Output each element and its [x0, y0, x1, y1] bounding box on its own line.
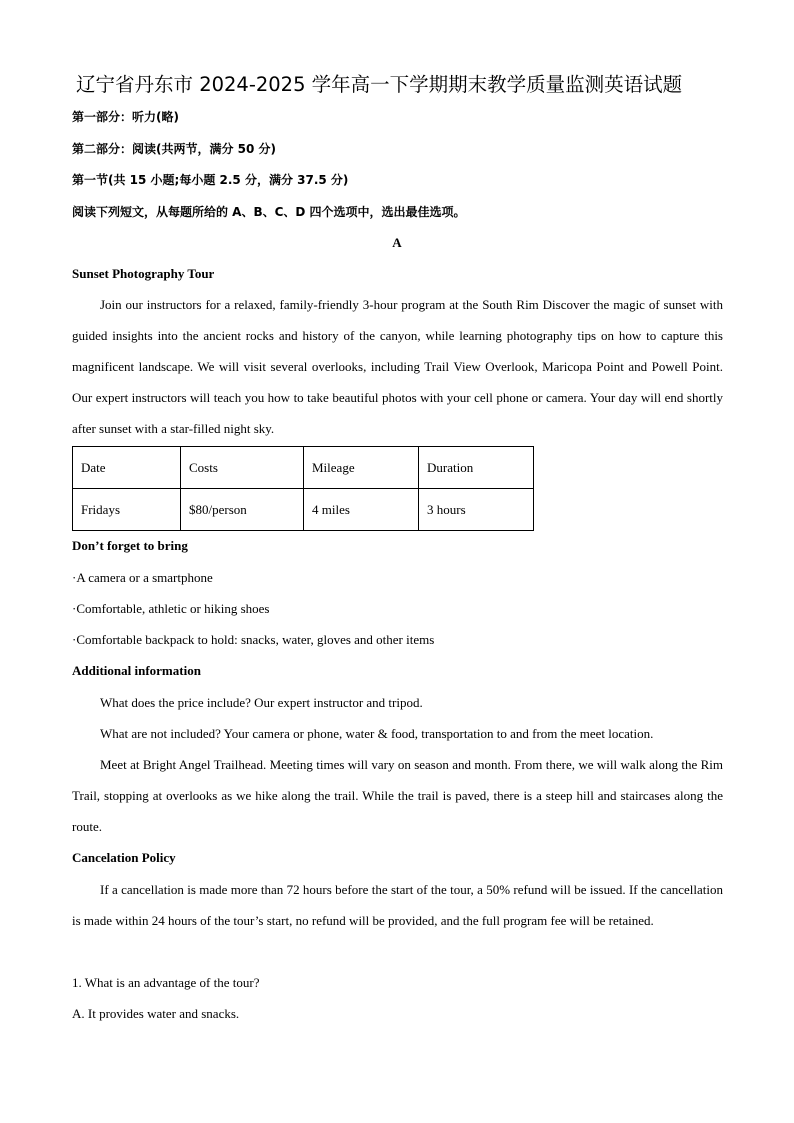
passage-intro: Join our instructors for a relaxed, family-friendly 3-hour program at the South Rim Discover the magic of sunset with guided insights into the ancient rocks and history of the canyon, while learning photography tips on how to capture this magnificent landscape. We will visit several overlooks, including Trail View Overlook, Maricopa Point and Powell Point. Our expert instructors will teach you how to take beautiful photos with your cell phone or camera. Your day will end shortly after sunset with a star-filled night sky. — [72, 297, 723, 436]
bring-item: ·A camera or a smartphone — [72, 570, 213, 585]
table-header-row — [73, 447, 534, 489]
instructions: 阅读下列短文，从每题所给的 A、B、C、D 四个选项中，选出最佳选项。 — [72, 205, 466, 219]
table-cell: 4 miles — [304, 489, 419, 531]
bring-heading: Don’t forget to bring — [72, 538, 188, 553]
table-header-cell: Date — [73, 447, 181, 489]
section1-heading: 第一节(共 15 小题;每小题 2.5 分，满分 37.5 分) — [72, 173, 349, 187]
passage-label: A — [392, 235, 402, 250]
table-cell: Fridays — [73, 489, 181, 531]
question-option: A. It provides water and snacks. — [72, 1006, 240, 1021]
cancel-paragraph: If a cancellation is made more than 72 hours before the start of the tour, a 50% refund will be issued. If the cancellation is made within 24 hours of the tour’s start, no refund will be provided, and the full program fee will be retained. — [72, 882, 723, 928]
bring-item: ·Comfortable, athletic or hiking shoes — [72, 601, 270, 616]
additional-paragraph: What does the price include? Our expert instructor and tripod. — [100, 695, 423, 710]
bring-item: ·Comfortable backpack to hold: snacks, water, gloves and other items — [72, 632, 435, 647]
cancel-heading: Cancelation Policy — [72, 850, 176, 865]
part2-heading: 第二部分：阅读(共两节，满分 50 分) — [72, 142, 277, 156]
additional-heading: Additional information — [72, 663, 201, 678]
exam-title: 辽宁省丹东市 2024-2025 学年高一下学期期末教学质量监测英语试题 — [76, 73, 683, 96]
additional-paragraph: What are not included? Your camera or phone, water & food, transportation to and from the meet location. — [100, 726, 654, 741]
table-cell: 3 hours — [419, 489, 534, 531]
part1-heading: 第一部分：听力(略) — [72, 110, 179, 124]
additional-paragraph: Meet at Bright Angel Trailhead. Meeting times will vary on season and month. From there, we will walk along the Rim Trail, stopping at overlooks as we hike along the trail. While the trail is paved, there is a steep hill and staircases along the route. — [72, 757, 723, 834]
table-header-cell: Costs — [181, 447, 304, 489]
question-stem: 1. What is an advantage of the tour? — [72, 975, 260, 990]
table-row — [73, 489, 534, 531]
table-header-cell: Duration — [419, 447, 534, 489]
table-cell: $80/person — [181, 489, 304, 531]
passage-heading: Sunset Photography Tour — [72, 266, 215, 281]
tour-info-table — [72, 446, 534, 531]
table-header-cell: Mileage — [304, 447, 419, 489]
